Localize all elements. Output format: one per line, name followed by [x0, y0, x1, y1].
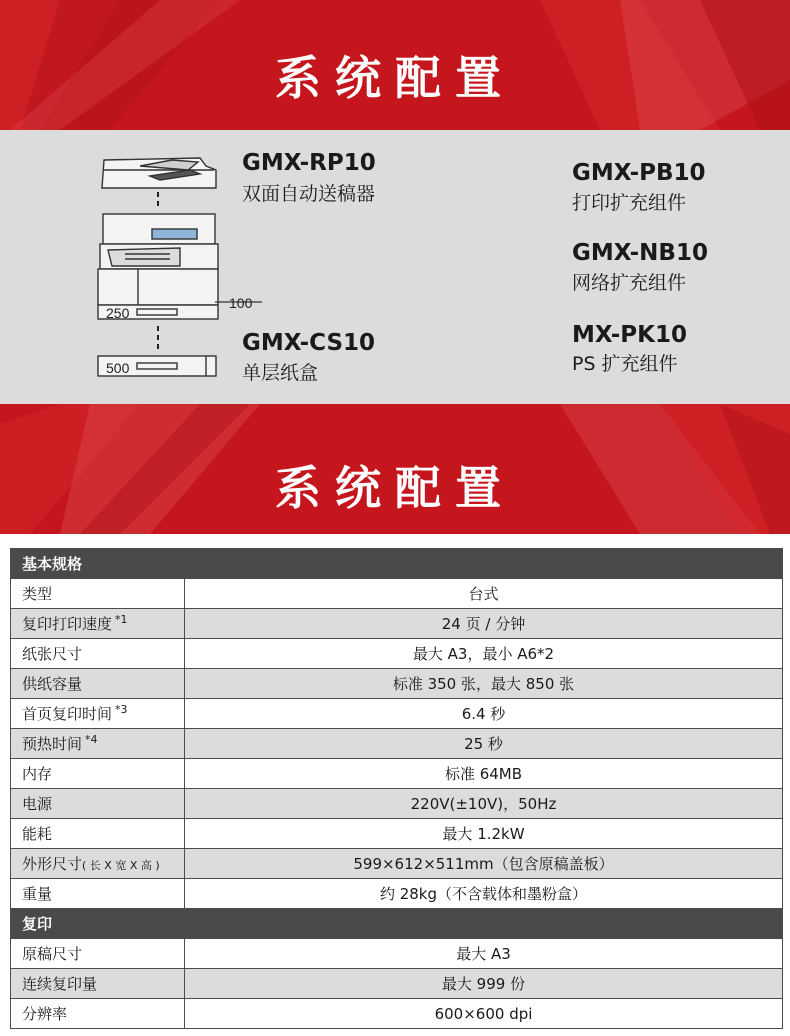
top-banner — [0, 0, 790, 130]
spec-value: 最大 1.2kW — [185, 819, 783, 849]
spec-label — [11, 879, 185, 909]
spec-label-text: 连续复印量 — [22, 975, 98, 993]
spec-value: 6.4 秒 — [185, 699, 783, 729]
spec-label — [11, 999, 185, 1029]
table-row — [11, 729, 783, 759]
module-nb10-name: 网络扩充组件 — [572, 272, 687, 294]
spec-label-text: 复印打印速度 — [22, 615, 113, 633]
spec-label — [11, 819, 185, 849]
section-header — [11, 549, 783, 579]
copier-drawing — [98, 214, 218, 319]
table-row — [11, 609, 783, 639]
spec-value: 最大 999 份 — [185, 969, 783, 999]
spec-value: 最大 A3 — [185, 939, 783, 969]
spec-label-text: 内存 — [22, 765, 53, 783]
module-cs10-name: 单层纸盒 — [242, 362, 319, 384]
module-nb10-code: GMX-NB10 — [572, 240, 708, 266]
module-pk10-name: PS 扩充组件 — [572, 353, 678, 375]
module-rp10-name: 双面自动送稿器 — [242, 183, 376, 205]
spec-value: 标准 350 张，最大 850 张 — [185, 669, 783, 699]
spec-label — [11, 579, 185, 609]
spec-value: 标准 64MB — [185, 759, 783, 789]
spec-label — [11, 759, 185, 789]
table-row — [11, 879, 783, 909]
table-row — [11, 849, 783, 879]
table-row — [11, 699, 783, 729]
module-pk10-code: MX-PK10 — [572, 322, 687, 348]
section-title: 基本规格 — [11, 549, 783, 579]
spec-label — [11, 789, 185, 819]
table-row — [11, 669, 783, 699]
banner-title: 系统配置 — [275, 461, 515, 515]
spec-label — [11, 699, 185, 729]
table-row — [11, 819, 783, 849]
table-row — [11, 939, 783, 969]
spec-label-text: 首页复印时间 — [22, 705, 113, 723]
document-feeder-drawing — [102, 158, 216, 188]
module-pb10-code: GMX-PB10 — [572, 160, 706, 186]
spec-label-text: 预热时间 — [22, 735, 83, 753]
second-banner — [0, 404, 790, 534]
banner-title: 系统配置 — [275, 51, 515, 105]
spec-value: 24 页 / 分钟 — [185, 609, 783, 639]
table-row — [11, 759, 783, 789]
spec-note: *1 — [115, 613, 128, 626]
spec-note: ( 长 X 宽 X 高 ) — [82, 859, 160, 872]
spec-value: 最大 A3，最小 A6*2 — [185, 639, 783, 669]
module-pb10-name: 打印扩充组件 — [572, 192, 687, 214]
module-rp10-code: GMX-RP10 — [242, 150, 376, 176]
table-row — [11, 999, 783, 1029]
tray-500-label: 500 — [106, 360, 130, 376]
spec-label — [11, 639, 185, 669]
section-header — [11, 909, 783, 939]
spec-value: 25 秒 — [185, 729, 783, 759]
spec-label-text: 能耗 — [22, 825, 53, 843]
spec-label-text: 重量 — [22, 885, 53, 903]
spec-label — [11, 729, 185, 759]
spec-label-text: 纸张尺寸 — [22, 645, 83, 663]
system-config-diagram — [0, 130, 790, 404]
spec-value: 台式 — [185, 579, 783, 609]
spec-label-text: 供纸容量 — [22, 675, 83, 693]
spec-label — [11, 939, 185, 969]
spec-label — [11, 849, 185, 879]
spec-note: *3 — [115, 703, 128, 716]
spec-value: 220V(±10V)，50Hz — [185, 789, 783, 819]
spec-label — [11, 669, 185, 699]
tray-250-label: 250 — [106, 305, 130, 321]
spec-note: *4 — [85, 733, 98, 746]
table-row — [11, 789, 783, 819]
table-row — [11, 969, 783, 999]
table-row — [11, 639, 783, 669]
section-title: 复印 — [11, 909, 783, 939]
table-row — [11, 579, 783, 609]
spec-table — [10, 548, 783, 1029]
spec-value: 600×600 dpi — [185, 999, 783, 1029]
spec-label-text: 原稿尺寸 — [22, 945, 83, 963]
tray-100-label: 100 — [229, 295, 253, 311]
spec-value: 599×612×511mm（包含原稿盖板） — [185, 849, 783, 879]
spec-label-text: 类型 — [22, 585, 53, 603]
spec-label — [11, 609, 185, 639]
spec-label-text: 电源 — [22, 795, 53, 813]
module-cs10-code: GMX-CS10 — [242, 330, 376, 356]
spec-label — [11, 969, 185, 999]
spec-value: 约 28kg（不含载体和墨粉盒） — [185, 879, 783, 909]
spec-label-text: 外形尺寸 — [22, 855, 83, 873]
spec-label-text: 分辨率 — [22, 1005, 68, 1023]
